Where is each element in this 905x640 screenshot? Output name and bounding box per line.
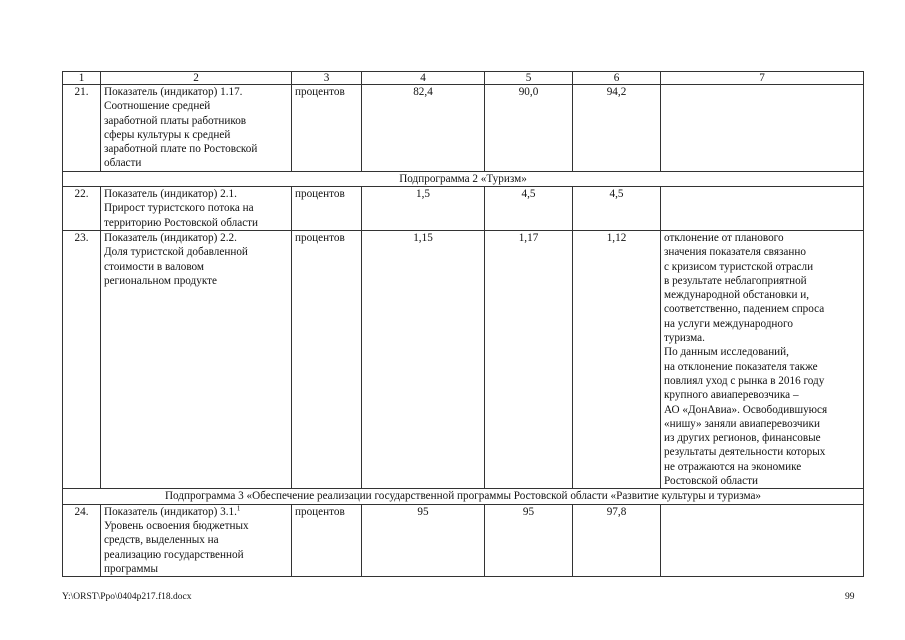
row-number: 24. [63,504,101,576]
indicator-name: Показатель (индикатор) 2.1. Прирост туристского потока на территорию Ростовской области [101,187,292,231]
note-cell [661,504,864,576]
value-cell-6: 1,12 [573,230,661,488]
header-cell: 1 [63,72,101,85]
header-cell: 6 [573,72,661,85]
indicator-name: Показатель (индикатор) 1.17. Соотношение средней заработной платы работников сферы культуры к средней заработной плате по Ростовской области [101,85,292,172]
subprogram-row [63,171,864,186]
table-row-22 [63,187,864,231]
indicator-name-head: Показатель (индикатор) 3.1. [104,505,237,518]
indicator-name [101,504,292,576]
row-number: 22. [63,187,101,231]
unit-cell: процентов [292,85,362,172]
note-cell [661,85,864,172]
unit-cell: процентов [292,230,362,488]
footer-page-number: 99 [845,592,855,602]
value-cell-5: 4,5 [485,187,573,231]
table-row-21 [63,85,864,172]
note-cell: отклонение от планового значения показателя связанно с кризисом туристской отрасли в результате неблагоприятной международной обстановки и, соответственно, падением спроса на услуги международного туризма. По данным исследований, на отклонение показателя также повлиял уход с рынка в 2016 году крупного авиаперевозчика – АО «ДонАвиа». Освободившуюся «нишу» заняли авиаперевозчики из других регионов, финансовые результаты деятельности которых не отражаются на экономике Ростовской области [661,230,864,488]
subprogram-title: Подпрограмма 2 «Туризм» [63,171,864,186]
value-cell-4: 1,15 [362,230,485,488]
header-cell: 4 [362,72,485,85]
footnote-marker: 1 [236,503,241,512]
indicator-name-rest: Уровень освоения бюджетных средств, выделенных на реализацию государственной программы [104,519,249,575]
unit-cell: процентов [292,504,362,576]
value-cell-5: 1,17 [485,230,573,488]
value-cell-4: 82,4 [362,85,485,172]
footer-file-path: Y:\ORST\Ppo\0404p217.f18.docx [62,592,192,602]
value-cell-5: 90,0 [485,85,573,172]
header-cell: 3 [292,72,362,85]
subprogram-row [63,489,864,504]
header-cell: 2 [101,72,292,85]
value-cell-4: 1,5 [362,187,485,231]
note-cell [661,187,864,231]
value-cell-6: 97,8 [573,504,661,576]
unit-cell: процентов [292,187,362,231]
indicators-table [62,71,864,577]
value-cell-5: 95 [485,504,573,576]
value-cell-6: 4,5 [573,187,661,231]
subprogram-title: Подпрограмма 3 «Обеспечение реализации государственной программы Ростовской области «Развитие культуры и туризма» [63,489,864,504]
header-cell: 5 [485,72,573,85]
row-number: 23. [63,230,101,488]
header-cell: 7 [661,72,864,85]
value-cell-4: 95 [362,504,485,576]
table-row-24 [63,504,864,576]
header-row [63,72,864,85]
table-row-23 [63,230,864,488]
value-cell-6: 94,2 [573,85,661,172]
row-number: 21. [63,85,101,172]
indicator-name: Показатель (индикатор) 2.2. Доля туристской добавленной стоимости в валовом региональном продукте [101,230,292,488]
